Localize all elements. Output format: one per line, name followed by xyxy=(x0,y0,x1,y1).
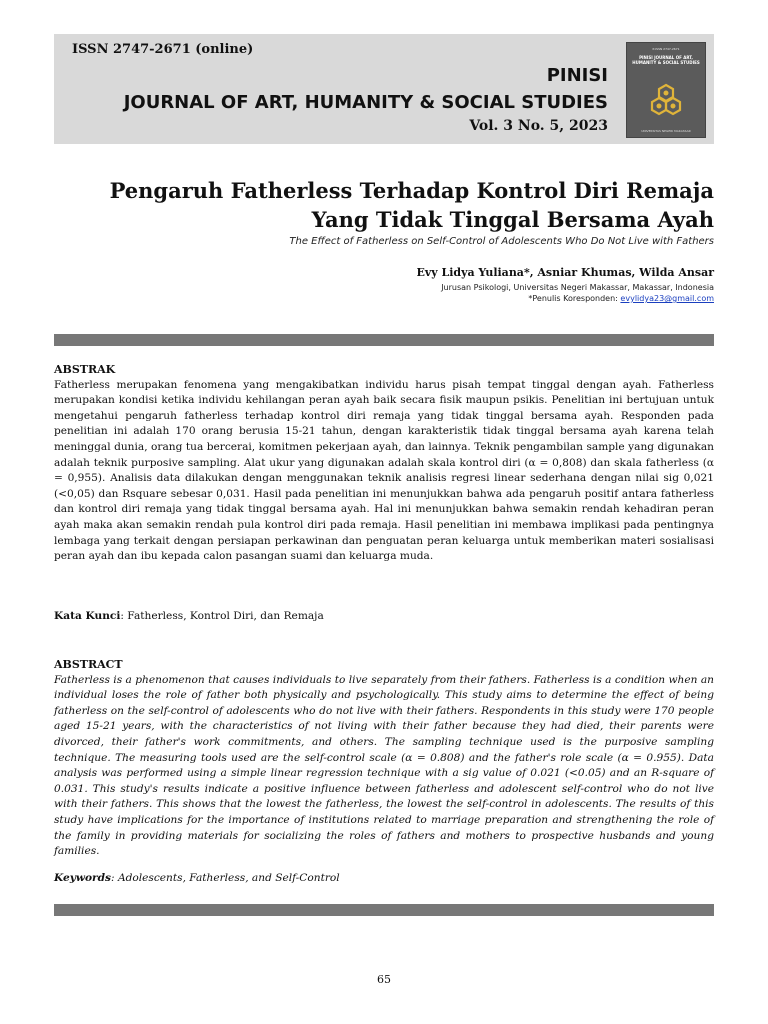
abstract-heading: ABSTRACT xyxy=(54,658,123,671)
journal-full-name: JOURNAL OF ART, HUMANITY & SOCIAL STUDIES xyxy=(123,92,608,113)
top-divider-bar xyxy=(54,334,714,346)
keywords-label: Keywords xyxy=(54,872,112,884)
bottom-divider-bar xyxy=(54,904,714,916)
keywords-text: : Adolescents, Fatherless, and Self-Control xyxy=(111,872,340,884)
abstract-text: Fatherless is a phenomenon that causes individuals to live separately from their fathers. Fatherless is a condition when an individual loses the role of father both physically and psychologically. This study aims to determine the effect of being fatherless on the self-control of adolescents who do not live with their fathers. Respondents in this study were 170 people aged 15-21 years, with the characteristics of not living with their father because they had died, their parents were divorced, their father's work commitments, and others. The sampling technique used is the purposive sampling technique. The measuring tools used are the self-control scale (α = 0.808) and the father's role scale (α = 0.955). Data analysis was performed using a simple linear regression technique with a sig value of 0.021 (<0.05) and an R-square of 0.031. This study's results indicate a positive influence between fatherless and adolescent self-control who do not live with their fathers. This shows that the lowest the fatherless, the lowest the self-control in adolescents. The results of this study have implications for the importance of institutions related to marriage preparation and strengthening the role of the family in providing materials for socializing the roles of fathers and mothers to prospective husbands and young families. xyxy=(54,673,714,858)
journal-header-band xyxy=(54,34,714,144)
abstrak-section xyxy=(54,362,714,565)
keywords-section xyxy=(54,871,714,887)
author-affiliation: Jurusan Psikologi, Universitas Negeri Makassar, Makassar, Indonesia xyxy=(441,283,714,292)
kata-kunci-label: Kata Kunci xyxy=(54,610,121,622)
kata-kunci-section xyxy=(54,609,714,625)
abstrak-heading: ABSTRAK xyxy=(54,363,116,376)
kata-kunci-text: : Fatherless, Kontrol Diri, dan Remaja xyxy=(120,610,324,622)
page-number: 65 xyxy=(377,973,391,986)
cover-title: PINISI JOURNAL OF ART, HUMANITY & SOCIAL STUDIES xyxy=(632,55,700,65)
cover-top-text: P-ISSN 2747-2671 xyxy=(652,47,680,51)
corresponding-author xyxy=(528,294,714,303)
correspondent-email-link[interactable]: evylidya23@gmail.com xyxy=(620,294,714,303)
journal-cover-thumbnail xyxy=(626,42,706,138)
journal-volume: Vol. 3 No. 5, 2023 xyxy=(469,118,608,134)
cover-emblem-icon xyxy=(647,81,685,119)
issn-label: ISSN 2747-2671 (online) xyxy=(72,42,254,57)
article-authors: Evy Lidya Yuliana*, Asniar Khumas, Wilda Ansar xyxy=(416,266,714,279)
correspondent-label: *Penulis Koresponden: xyxy=(528,294,621,303)
cover-bottom-text: UNIVERSITAS NEGERI MAKASSAR xyxy=(641,129,691,133)
abstract-section xyxy=(54,657,714,860)
article-subtitle: The Effect of Fatherless on Self-Control of Adolescents Who Do Not Live with Fathers xyxy=(289,236,714,247)
abstrak-text: Fatherless merupakan fenomena yang mengakibatkan individu harus pisah tempat tinggal dengan ayah. Fatherless merupakan kondisi ketika individu kehilangan peran ayah baik secara fisik maupun psikis. Penelitian ini bertujuan untuk mengetahui pengaruh fatherless terhadap kontrol diri remaja yang tidak tinggal bersama ayah. Responden pada penelitian ini adalah 170 orang berusia 15-21 tahun, dengan karakteristik tidak tinggal bersama ayah karena telah meninggal dunia, orang tua bercerai, komitmen pekerjaan ayah, dan lainnya. Teknik pengambilan sample yang digunakan adalah teknik purposive sampling. Alat ukur yang digunakan adalah skala kontrol diri (α = 0,808) dan skala fatherless (α = 0,955). Analisis data dilakukan dengan menggunakan teknik analisis regresi linear sederhana dengan nilai sig 0,021 (<0,05) dan Rsquare sebesar 0,031. Hasil pada penelitian ini menunjukkan bahwa ada pengaruh positif antara fatherless dan kontrol diri remaja yang tidak tinggal bersama ayah. Hal ini menunjukkan bahwa semakin rendah kehadiran peran ayah maka akan semakin rendah pula kontrol diri pada remaja. Hasil penelitian ini membawa implikasi pada pentingnya lembaga yang terkait dengan persiapan perkawinan dan penguatan peran keluarga untuk memberikan materi sosialisasi peran ayah dan ibu kepada calon pasangan suami dan keluarga muda. xyxy=(54,378,714,563)
journal-short-name: PINISI xyxy=(546,65,608,86)
journal-name xyxy=(124,62,608,116)
article-title: Pengaruh Fatherless Terhadap Kontrol Diri Remaja Yang Tidak Tinggal Bersama Ayah xyxy=(109,178,714,232)
